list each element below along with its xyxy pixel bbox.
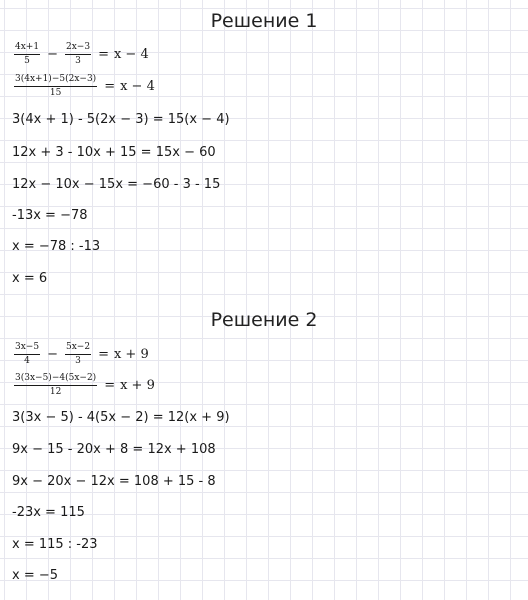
right-hand-side: x + 9 <box>113 347 149 362</box>
fraction-numerator: 4x+1 <box>14 42 40 55</box>
solution-1-step: -13x = −78 <box>12 208 88 223</box>
solution-1-equation-original <box>12 42 149 67</box>
solution-2-step: 9x − 20x − 12x = 108 + 15 - 8 <box>12 474 216 489</box>
fraction-denominator: 5 <box>24 56 30 66</box>
solution-1-title: Решение 1 <box>210 10 318 32</box>
fraction-numerator: 2x−3 <box>65 42 91 55</box>
solution-2-equation-common-denominator <box>12 373 155 398</box>
fraction <box>65 342 91 367</box>
fraction-denominator: 3 <box>75 56 81 66</box>
solution-2-title: Решение 2 <box>210 309 318 331</box>
solution-1-answer: x = 6 <box>12 271 48 286</box>
solution-2-answer: x = −5 <box>12 568 59 583</box>
fraction <box>14 42 40 67</box>
minus-sign: − <box>47 347 58 362</box>
fraction-denominator: 12 <box>49 387 62 397</box>
fraction-denominator: 15 <box>49 88 62 98</box>
fraction <box>65 42 91 67</box>
solution-2-step: x = 115 : -23 <box>12 537 98 552</box>
solution-2-equation-original <box>12 342 149 367</box>
fraction <box>14 342 40 367</box>
equals-sign: = <box>104 378 116 393</box>
solution-2-step: -23x = 115 <box>12 505 85 520</box>
solution-1-step: 3(4x + 1) - 5(2x − 3) = 15(x − 4) <box>12 112 230 127</box>
fraction-numerator: 3x−5 <box>14 342 40 355</box>
right-hand-side: x + 9 <box>120 378 155 393</box>
fraction-denominator: 3 <box>75 356 81 366</box>
minus-sign: − <box>47 47 58 62</box>
solution-1-step: 12x + 3 - 10x + 15 = 15x − 60 <box>12 145 216 160</box>
fraction-numerator: 3(4x+1)−5(2x−3) <box>14 74 97 87</box>
solution-2-step: 9x − 15 - 20x + 8 = 12x + 108 <box>12 442 216 457</box>
fraction-numerator: 3(3x−5)−4(5x−2) <box>14 373 97 386</box>
fraction-denominator: 4 <box>24 356 30 366</box>
equals-sign: = <box>98 47 109 62</box>
right-hand-side: x − 4 <box>113 47 149 62</box>
solution-1-equation-common-denominator <box>12 74 155 99</box>
equals-sign: = <box>104 79 116 94</box>
right-hand-side: x − 4 <box>120 79 155 94</box>
solution-1-step: x = −78 : -13 <box>12 239 101 254</box>
fraction-numerator: 5x−2 <box>65 342 91 355</box>
equals-sign: = <box>98 347 109 362</box>
solution-2-step: 3(3x − 5) - 4(5x − 2) = 12(x + 9) <box>12 410 230 425</box>
solution-1-step: 12x − 10x − 15x = −60 - 3 - 15 <box>12 177 221 192</box>
fraction <box>14 373 97 398</box>
fraction <box>14 74 97 99</box>
